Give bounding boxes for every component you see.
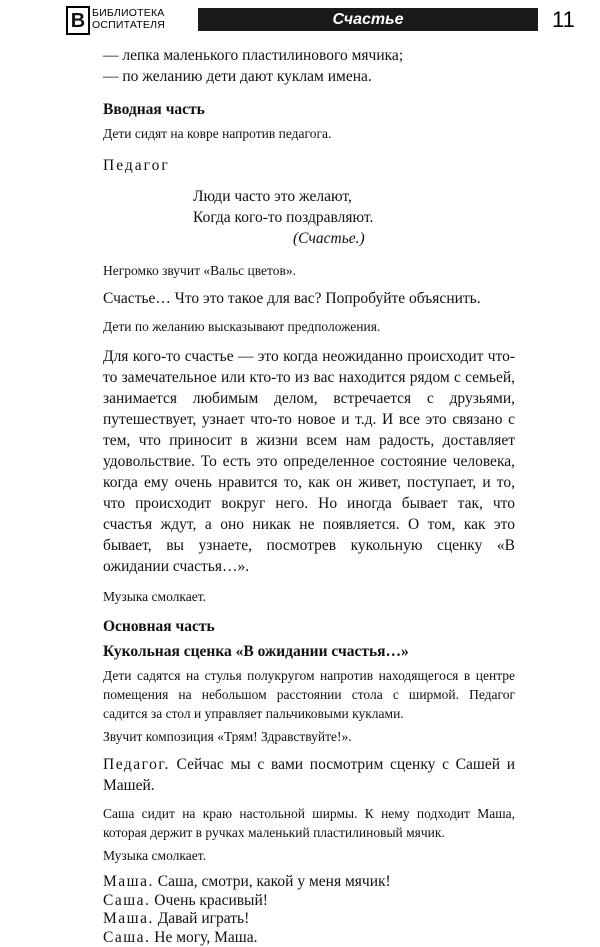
intro-heading: Вводная часть [103, 99, 515, 120]
chapter-title-bar [198, 8, 538, 31]
dialogue-line [103, 873, 515, 892]
series-name [92, 7, 192, 31]
waltz-note: Негромко звучит «Вальс цветов». [103, 261, 515, 280]
composition-note: Звучит композиция «Трям! Здравствуйте!». [103, 727, 515, 746]
dialogue-speaker: Маша. [103, 873, 154, 890]
teacher-line-text: Сейчас мы с вами посмотрим сценку с Сашей и Машей. [103, 756, 515, 794]
dialogue-text: Не могу, Маша. [154, 929, 257, 946]
poem-line: Когда кого-то поздравляют. [193, 207, 515, 228]
dialogue-speaker: Саша. [103, 929, 150, 946]
page-header [66, 6, 582, 33]
scene-heading: Кукольная сценка «В ожидании счастья…» [103, 641, 515, 662]
dialogue-line [103, 929, 515, 947]
poem-line: Люди часто это желают, [193, 186, 515, 207]
main-heading: Основная часть [103, 616, 515, 637]
dialogue-text: Давай играть! [158, 910, 250, 927]
intro-note: Дети сидят на ковре напротив педагога. [103, 124, 515, 143]
dialogue-line [103, 910, 515, 929]
poem [193, 186, 515, 249]
page-content [103, 45, 515, 947]
list-item: — лепка маленького пластилинового мячика; [103, 45, 515, 66]
poem-answer: (Счастье.) [293, 228, 515, 249]
children-note: Дети по желанию высказывают предположения. [103, 317, 515, 336]
dialogue-speaker: Маша. [103, 910, 154, 927]
teacher-line-speaker: Педагог. [103, 756, 170, 773]
dialogue [103, 873, 515, 947]
dialogue-speaker: Саша. [103, 892, 150, 909]
dialogue-text: Саша, смотри, какой у меня мячик! [158, 873, 391, 890]
series-name-line1: БИБЛИОТЕКА [92, 7, 192, 19]
teacher-line [103, 754, 515, 796]
question: Счастье… Что это такое для вас? Попробуйте объяснить. [103, 288, 515, 309]
logo-letter: В [71, 11, 85, 31]
page-number: 11 [552, 7, 575, 33]
teacher-label: Педагог [103, 155, 515, 176]
chapter-title: Счастье [332, 11, 403, 29]
library-logo-icon [66, 6, 90, 35]
sasha-note: Саша сидит на краю настольной ширмы. К нему подходит Маша, которая держит в ручках маленький пластилиновый мячик. [103, 804, 515, 842]
seating-note: Дети садятся на стулья полукругом напротив находящегося в центре помещения на небольшом расстоянии стола с ширмой. Педагог садится за стол и управляет пальчиковыми куклами. [103, 666, 515, 723]
dialogue-text: Очень красивый! [154, 892, 268, 909]
series-name-line2: ОСПИТАТЕЛЯ [92, 19, 192, 31]
dialogue-line [103, 892, 515, 911]
music-stops-note: Музыка смолкает. [103, 587, 515, 606]
main-paragraph: Для кого-то счастье — это когда неожиданно происходит что-то замечательное или кто-то из вас находится рядом с семьей, занимается любимым делом, встречается с друзьями, путешествует, узнает что-то новое и т.д. И все это связано с тем, что приносит в жизни всем нам радость, доставляет удовольствие. То есть это определенное состояние человека, когда ему очень нравится то, как он живет, поступает, и то, что происходит вокруг него. Но иногда бывает так, что счастья ждут, а оно никак не появляется. О том, как это бывает, вы узнаете, посмотрев кукольную сценку «В ожидании счастья…». [103, 346, 515, 577]
music-stops-note: Музыка смолкает. [103, 846, 515, 865]
list-item: — по желанию дети дают куклам имена. [103, 66, 515, 87]
